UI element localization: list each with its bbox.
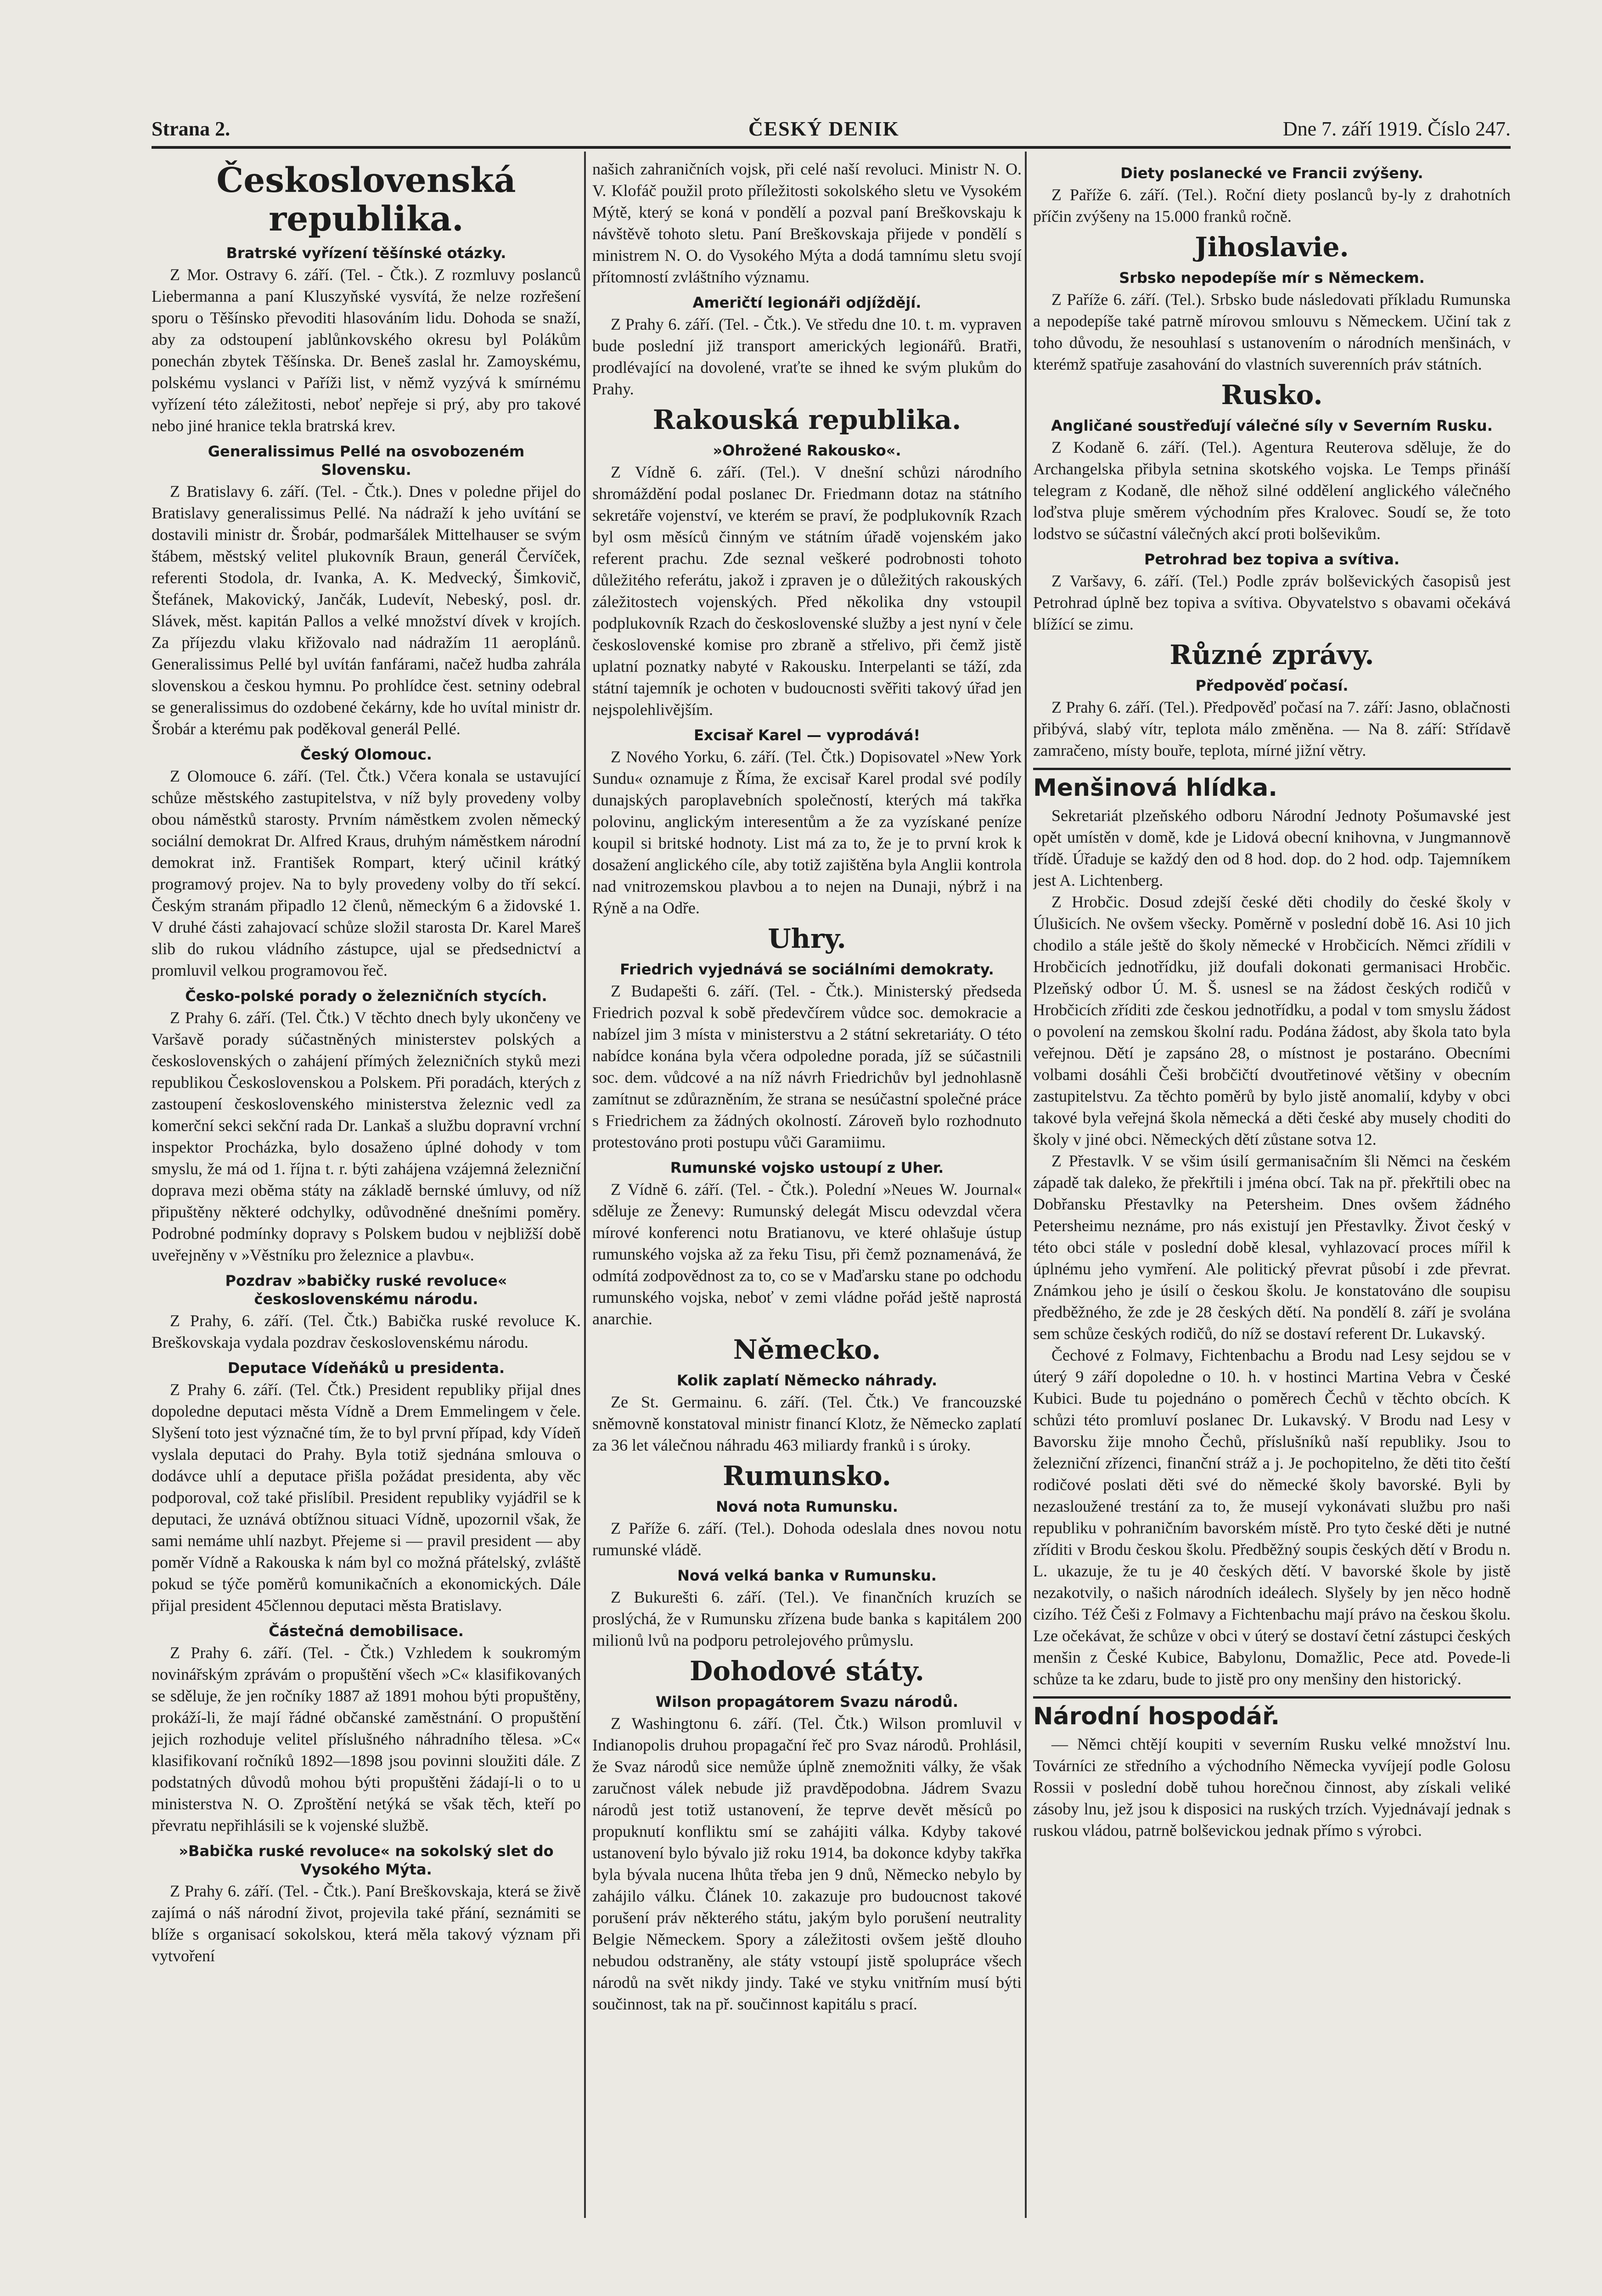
article-title: »Babička ruské revoluce« na sokolský slet do Vysokého Mýta. bbox=[179, 1842, 554, 1878]
article-text: Z Mor. Ostravy 6. září. (Tel. - Čtk.). Z rozmluvy poslanců Liebermanna a paní Kluszyňské vysvítá, že nelze rozřešení sporu o Těšínsko převoditi hlasováním lidu. Dohoda se snaží, aby za odstoupení jablůnkovského okresu byl Polákům ponechán zbytek Těšínska. Dr. Beneš zaslal hr. Zamoyskému, polskému vyslanci v Paříži list, v němž vyzývá k smírnému vyřízení této záležitosti, neboť nepřeje si prý, aby pro takové nebo jiné hranice tekla bratrská krev. bbox=[152, 265, 581, 435]
article-title: Rumunské vojsko ustoupí z Uher. bbox=[670, 1159, 944, 1176]
article-text: Z Prahy 6. září. (Tel. - Čtk.) Vzhledem k soukromým novinářským zprávám o propuštění všech »C« klasifikovaných se sděluje, že jen ročníky 1887 až 1891 mohou býti propuštěny, prokáží-li, že mají řádné občanské zaměstnání. O propuštění jejich rozhoduje velitel příslušného náhradního tělesa. »C« klasifikovaní ročníků 1892—1898 jsou povinni sloužiti dále. Z podstatných důvodů mohou býti propuštěni žádají-li o to u ministerstva N. O. Zproštění netýká se však těch, kteří po převratu nepřihlásili se k vojenské službě. bbox=[152, 1643, 581, 1835]
article-text: Z Prahy 6. září. (Tel. - Čtk.). Paní Breškovskaja, která se živě zajímá o náš národní život, projevila také přání, seznámiti se blíže s organisací sokolskou, která měla takový význam při vytvoření bbox=[152, 1882, 581, 1965]
article-title: Američtí legionáři odjíždějí. bbox=[692, 294, 922, 311]
article-text: Z Kodaně 6. září. (Tel.). Agentura Reuterova sděluje, že do Archangelska přibyla setnina skotského vojska. Le Temps přináší telegram z Kodaně, dle něhož silné oddělení anglického válečného loďstva pluje směrem východním přes Kralovec. Soudí se, že toto lodstvo se súčastní válečných akcí proti bolševikům. bbox=[1033, 438, 1511, 543]
newspaper-title: ČESKÝ DENIK bbox=[748, 118, 899, 140]
article-title: Bratrské vyřízení těšínské otázky. bbox=[226, 244, 506, 262]
page-number: Strana 2. bbox=[152, 118, 230, 140]
article-title: Angličané soustřeďují válečné síly v Severním Rusku. bbox=[1051, 417, 1493, 434]
article-text: Z Prahy 6. září. (Tel. Čtk.) V těchto dnech byly ukončeny ve Varšavě porady súčastněných ministerstev polských a československých o zahájení přímých železničních styků mezi republikou Československou a Polskem. Při poradách, kterých z zastoupení československého ministerstva železnic vedl za komerční sekci sekční rada Dr. Lankaš a službu dopravní vrchní inspektor Procházka, bylo dosaženo úplné dohody v tom smyslu, že má od 1. října t. r. býti zahájena vzájemná železniční doprava mezi oběma státy na základě bernské úmluvy, od níž připuštěny některé odchylky, odůvodněné dnešními poměry. Podrobné podmínky dopravy s Polskem budou v nejbližší době uveřejněny v »Věstníku pro železnice a plavbu«. bbox=[152, 1008, 581, 1264]
column-2 bbox=[592, 158, 1022, 2280]
article-title: Předpověď počasí. bbox=[1195, 677, 1349, 694]
article-title: »Ohrožené Rakousko«. bbox=[713, 442, 901, 459]
article-title: Nová nota Rumunsku. bbox=[716, 1498, 898, 1515]
section-heading: Dohodové státy. bbox=[690, 1655, 924, 1687]
article-text: Z Prahy 6. září. (Tel. - Čtk.). Ve středu dne 10. t. m. vypraven bude poslední již transport amerických legionářů. Bratři, prodlévající na dovolené, vraťte se ihned ke svým plukům do Prahy. bbox=[592, 315, 1022, 398]
article-text: Z Varšavy, 6. září. (Tel.) Podle zpráv bolševických časopisů jest Petrohrad úplně bez topiva a svítiva. Obyvatelstvo s obavami očekává blížící se zimu. bbox=[1033, 572, 1511, 633]
article-text: Z Nového Yorku, 6. září. (Tel. Čtk.) Dopisovatel »New York Sundu« oznamuje z Říma, že excisař Karel prodal své podíly dunajských paroplavebních společností, kterých má takřka polovinu, anglickým interesentům a že za vyzískané peníze koupil si britské hodnoty. List má za to, že je to první krok k dosažení anglického cíle, aby totiž zajištěna byla Anglii kontrola nad vnitrozemskou plavbou a to nejen na Dunaji, nýbrž i na Rýně a na Odře. bbox=[592, 748, 1022, 917]
article-title: Friedrich vyjednává se sociálními demokraty. bbox=[620, 961, 994, 978]
article-text: Z Paříže 6. září. (Tel.). Roční diety poslanců by-ly z drahotních příčin zvýšeny na 15.000 franků ročně. bbox=[1033, 186, 1511, 225]
article-title: Kolik zaplatí Německo náhrady. bbox=[676, 1372, 938, 1389]
section-heading: Německo. bbox=[733, 1334, 881, 1365]
article-text: Ze St. Germainu. 6. září. (Tel. Čtk.) Ve francouzské sněmovně konstatoval ministr financí Klotz, že Německo zaplatí za 36 let válečnou náhradu 463 miliardy franků i s úroky. bbox=[592, 1393, 1022, 1454]
section-heading: Rusko. bbox=[1221, 379, 1323, 411]
section-heading: Národní hospodář. bbox=[1033, 1696, 1511, 1731]
column-divider bbox=[1025, 152, 1027, 2218]
article-text: Z Prahy, 6. září. (Tel. Čtk.) Babička ruské revoluce K. Breškovskaja vydala pozdrav československému národu. bbox=[152, 1311, 581, 1351]
article-title: Wilson propagátorem Svazu národů. bbox=[655, 1693, 959, 1711]
article-title: Diety poslanecké ve Francii zvýšeny. bbox=[1120, 164, 1423, 182]
masthead bbox=[152, 117, 1511, 145]
article-text: Z Prahy 6. září. (Tel.). Předpověď počasí na 7. září: Jasno, oblačnosti přibývá, slabý vítr, teplota málo změněna. — Na 8. září: Střídavě zamračeno, místy bouře, teplota, mírné jižní větry. bbox=[1033, 698, 1511, 760]
issue-date: Dne 7. září 1919. Číslo 247. bbox=[1282, 118, 1511, 140]
article-text: Z Washingtonu 6. září. (Tel. Čtk.) Wilson promluvil v Indianopolis druhou propagační řeč pro Svaz národů. Prohlásil, že Svaz národů sice nemůže úplně znemožniti války, že však zaručnost válek nebude již pravděpodobna. Jádrem Svazu národů jest totiž ustanovení, že teprve devět měsíců po propuknutí konfliktu smí se zahájiti válka. Kdyby takové ustanovení bylo bývalo již roku 1914, ba dokonce kdyby takřka byla bývala nucena lhůta třeba jen 9 dnů, Německo nebylo by zahájilo válku. Článek 10. zakazuje pro budoucnost takové porušení práv některého státu, jakým bylo porušení neutrality Belgie Německem. Spory a záležitosti ovšem ještě dlouho nebudou odstraněny, ale státy vstoupí jistě spolupráce všech národů na svět nikdy jindy. Také ve styku vnitřním musí býti součinnost, tak na př. součinnost kapitálu s prací. bbox=[592, 1714, 1022, 2013]
article-title: Česko-polské porady o železničních stycích. bbox=[185, 987, 547, 1005]
article-text: Čechové z Folmavy, Fichtenbachu a Brodu nad Lesy sejdou se v úterý 9 září dopoledne o 10. h. v hostinci Martina Vebra v České Kubici. Bude tu pojednáno o poměrech Čechů v těchto obcích. K schůzi této promluví poslanec Dr. Lukavský. V Brodu nad Lesy v Bavorsku žije mnoho Čechů, příslušníků naší republiky. Jsou to železniční zřízenci, finanční stráž a j. Je pochopitelno, že děti tito čeští rodičové poslati děti své do německé školy bavorské. Byli by nezasloužené trestání za to, že musejí vykonávati službu pro naši republiku v pohraničním bavorském místě. Pro tyto české děti je nutné zříditi v Brodu českou školu. Předběžný soupis českých dětí v Brodu n. L. ukazuje, že tu je 40 českých dětí. V bavorské škole by jistě nezakotvily, o našich národních ideálech. Slyšely by jen něco hodně cizího. Též Češi z Folmavy a Fichtenbachu mají právo na českou školu. Lze očekávat, že schůze v obci v úterý se dostaví četní zástupci českých menšin z České Kubice, Babylonu, Domažlic, Pece atd. Povede-li schůze ta ke zdaru, bude to jistě pro ony menšiny den historický. bbox=[1033, 1346, 1511, 1688]
section-heading: Rumunsko. bbox=[723, 1460, 891, 1491]
article-text: našich zahraničních vojsk, při celé naší revoluci. Ministr N. O. V. Klofáč použil proto příležitosti sokolského sletu ve Vysokém Mýtě, který se koná v pondělí a pozval paní Breškovskaju k návštěvě tohoto sletu. Paní Breškovskaja přijede v pondělí s ministrem N. O. do Vysokého Mýta a dodá tamnímu sletu svojí přítomností zvláštního významu. bbox=[592, 160, 1022, 286]
article-text: Z Hrobčic. Dosud zdejší české děti chodily do české školy v Úlušicích. Ne ovšem všecky. Poměrně v poslední době 16. Asi 10 jich chodilo a stále ještě do školy německé v Hrobčicích. Němci zřídili v Hrobčicích jednotřídku, již doufali dokonati germanisaci Hrobčic. Plzeňský odbor Ú. M. Š. usnesl se na žádost českých rodičů v Hrobčicích zříditi zde českou jednotřídku, a podal v tom smyslu žádost o povolení na zemskou školní radu. Podána žádost, aby škola tato byla veřejnou. Dětí je zapsáno 28, o místnost je postaráno. Obecními volbami dosáhli Češi brobčičtí dvoutřetinové většiny v obecním zastupitelstvu. Za těchto poměrů by bylo jistě anomalií, kdyby v obci takové byla veřejná škola německá a děti české aby musely choditi do školy v jiné obci. Německých dětí zůstane sotva 12. bbox=[1033, 893, 1511, 1148]
section-heading: Československá republika. bbox=[216, 161, 516, 239]
article-text: Z Bratislavy 6. září. (Tel. - Čtk.). Dnes v poledne přijel do Bratislavy generalissimus Pellé. Na nádraží k jeho uvítání se dostavili ministr dr. Šrobár, podmaršálek Mittelhauser se svým štábem, městský velitel plukovník Braun, generál Červíček, referenti Stodola, dr. Ivanka, A. K. Medvecký, Šimkovič, Štefánek, Makovický, Jančák, Ludevít, Nebeský, posl. dr. Slávek, měst. kapitán Pallos a velké množství dívek v krojích. Za příjezdu vlaku křižovalo nad nádražím 11 aeroplánů. Generalissimus Pellé byl uvítán fanfárami, načež hudba zahrála slovenskou a českou hymnu. Po prohlídce čest. setniny odebral se generalissimus do ozdobené čekárny, kde ho uvítal ministr dr. Šrobár a kterému pak poděkoval generál Pellé. bbox=[152, 482, 581, 738]
section-heading: Jihoslavie. bbox=[1195, 231, 1349, 263]
article-text: — Němci chtějí koupiti v severním Rusku velké množství lnu. Továrníci ze středního a východního Německa vyvíjejí podle Golosu Rossii v poslední době tuhou horečnou činnost, aby získali veliké zásoby lnu, jež jsou k disposici na ruských trzích. Vyjednávají jednak s ruskou vládou, patrně bolševickou jednak přímo s výrobci. bbox=[1033, 1735, 1511, 1840]
article-text: Z Prahy 6. září. (Tel. Čtk.) President republiky přijal dnes dopoledne deputaci města Vídně a Drem Emmelingem v čele. Slyšení toto jest význačné tím, že to byl první případ, kdy Vídeň vyslala deputaci do Prahy. Byla totiž sjednána smlouva o dodávce uhlí a deputace přišla požádat presidenta, aby věc podporoval, což také přislíbil. President republiky vyjádřil se k deputaci, že uznává obtížnou situaci Vídně, upozornil však, že sami nemáme uhlí nazbyt. Přejeme si — pravil president — aby poměr Vídně a Rakouska k nám byl co možná přátelský, zvláště pokud se týče poměrů komunikačních a ekonomických. Dále přijal president 45člennou deputaci města Bratislavy. bbox=[152, 1380, 581, 1615]
article-title: Excisař Karel — vyprodává! bbox=[693, 726, 921, 744]
section-heading: Rakouská republika. bbox=[652, 404, 961, 435]
article-title: Petrohrad bez topiva a svítiva. bbox=[1144, 551, 1400, 568]
section-heading: Uhry. bbox=[768, 923, 846, 954]
article-text: Z Vídně 6. září. (Tel. - Čtk.). Polední »Neues W. Journal« sděluje ze Ženevy: Rumunský delegát Miscu odevzdal včera mírové konferenci notu Bratianovu, ve které ohlašuje ústup rumunského vojska až za řeku Tisu, při čemž poznamenává, že odmítá zodpovědnost za to, co se v Maďarsku stane po odchodu rumunského vojska, neboť v zemi vládne pořád ještě naprostá anarchie. bbox=[592, 1180, 1022, 1328]
section-heading: Menšinová hlídka. bbox=[1033, 768, 1511, 802]
article-title: Deputace Vídeňáků u presidenta. bbox=[227, 1359, 505, 1377]
article-text: Z Olomouce 6. září. (Tel. Čtk.) Včera konala se ustavující schůze městského zastupitelstva, v níž byly provedeny volby obou náměstků starosty. Prvním náměstkem zvolen německý sociální demokrat Dr. Alfred Kraus, druhým náměstkem národní demokrat inž. František Rompart, který učinil krátký programový projev. Na to byly provedeny volby do tří sekcí. Českým stranám připadlo 12 členů, německým 6 a židovské 1. V druhé části zahajovací schůze složil starosta Dr. Karel Mareš slib do rukou vládního zástupce, ujal se předsednictví a promluvil velkou programovou řeč. bbox=[152, 767, 581, 979]
article-title: Částečná demobilisace. bbox=[269, 1622, 464, 1640]
article-text: Z Bukurešti 6. září. (Tel.). Ve finančních kruzích se proslýchá, že v Rumunsku zřízena bude banka s kapitálem 200 milionů lvů na podporu petrolejového průmyslu. bbox=[592, 1588, 1022, 1649]
article-text: Z Přestavlk. V se všim úsilí germanisačním šli Němci na českém západě tak daleko, že překřtili i jména obcí. Tak na př. překřtili obec na Dobřansku Přestavlky na Petersheim. Dnes ovšem žádného Petersheimu neznáme, pro nás existují jen Přestavlky. Život český v této obci stále v poslední době klesal, vyhlazovací proces mířil k úplnému jeho vymření. Ale politický převrat působí i zde převrat. Známkou jeho je úsilí o českou školu. Je konstatováno dle soupisu předběžného, že zde je 28 českých dětí. Na pondělí 8. září je svolána sem schůze českých rodičů, do níž se dostaví referent Dr. Lukavský. bbox=[1033, 1152, 1511, 1343]
article-text: Z Paříže 6. září. (Tel.). Dohoda odeslala dnes novou notu rumunské vládě. bbox=[592, 1519, 1022, 1559]
article-text: Z Paříže 6. září. (Tel.). Srbsko bude následovati příkladu Rumunska a nepodepíše také patrně mírovou smlouvu s Německem. Učiní tak z toho důvodu, že nesouhlasí s ustanovením o národních menšinách, v kterémž spatřuje zasahování do vlastních suverenních práv státních. bbox=[1033, 290, 1511, 373]
article-text: Z Budapešti 6. září. (Tel. - Čtk.). Ministerský předseda Friedrich pozval k sobě předevčírem vůdce soc. demokracie a nabízel jim 3 místa v ministerstvu a 2 státní sekretariáty. O této nabídce konána byla včera odpoledne porada, jíž se súčastnili soc. dem. vůdcové a na níž návrh Friedrichův byl jednohlasně zamítnut se zdůrazněním, že strana se nesúčastní společné práce s Friedrichem za žádných okolností. Zároveň bylo rozhodnuto protestováno proti postupu vůči Garamiimu. bbox=[592, 982, 1022, 1151]
header-rule bbox=[152, 146, 1511, 149]
article-text: Sekretariát plzeňského odboru Národní Jednoty Pošumavské jest opět umístěn v domě, kde je Lidová obecní knihovna, v Jungmannově třídě. Úřaduje se každý den od 8 hod. dop. do 2 hod. odp. Tajemníkem jest A. Lichtenberg. bbox=[1033, 806, 1511, 889]
article-title: Srbsko nepodepíše mír s Německem. bbox=[1119, 269, 1425, 287]
article-title: Český Olomouc. bbox=[300, 746, 432, 763]
column-3 bbox=[1033, 158, 1511, 2280]
article-text: Z Vídně 6. září. (Tel.). V dnešní schůzi národního shromáždění podal poslanec Dr. Friedmann dotaz na státního sekretáře vojenství, ve kterém se praví, že podplukovník Rzach byl osm měsíců činným ve státním úřadě vojenském jako referent prachu. Zde seznal veškeré podrobnosti tohoto důležitého referátu, jakož i zpraven je o důležitých rakouských záležitostech vojenských. Před několika dny vstoupil podplukovník Rzach do československé služby a jest nyní v čele československé komise pro zbraně a střelivo, při čemž jistě uplatní poznatky nabyté v Rakousku. Interpelanti se táží, zda státní tajemník je ochoten v budoucnosti svěřiti takový úřad jen nejspolehlivějším. bbox=[592, 463, 1022, 719]
column-1 bbox=[152, 158, 581, 2280]
article-title: Generalissimus Pellé na osvobozeném Slovensku. bbox=[208, 443, 525, 478]
column-divider bbox=[584, 152, 586, 2218]
section-heading: Různé zprávy. bbox=[1169, 639, 1374, 670]
article-title: Pozdrav »babičky ruské revoluce« československému národu. bbox=[225, 1272, 507, 1308]
article-title: Nová velká banka v Rumunsku. bbox=[677, 1567, 937, 1584]
